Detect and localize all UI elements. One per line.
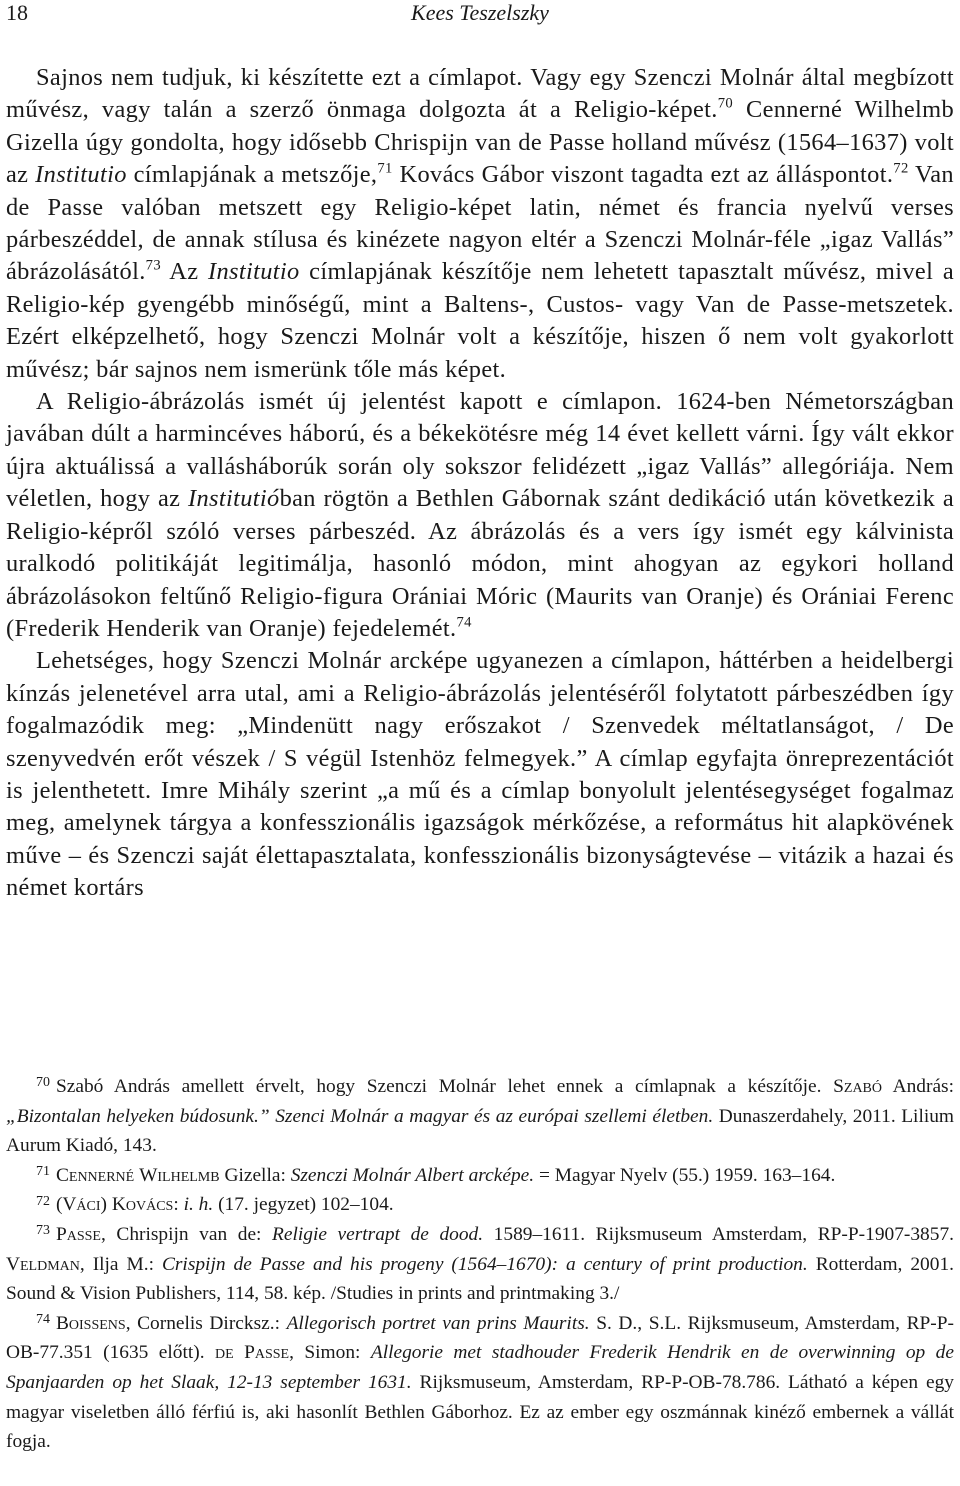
footnotes [6, 1072, 954, 1457]
main-text [6, 62, 954, 905]
footnote-ref-70[interactable]: 70 [717, 95, 734, 112]
footnote-72: $^{72}$ (Váci) Kovács: i. h. (17. jegyzet) 102–104. [36, 1193, 394, 1216]
footnote-ref-72[interactable]: 72 [893, 160, 909, 177]
page-number: 18 [6, 0, 28, 25]
footnote-ref-73[interactable]: 73 [145, 257, 161, 274]
footnote-ref-74[interactable]: 74 [456, 614, 472, 631]
running-head-author: Kees Teszelszky [411, 0, 549, 25]
paragraph-3: Lehetséges, hogy Szenczi Molnár arcképe ugyanezen a címlapon, háttérben a heidelbergi kínzás jelenetével arra utal, ami a Religio-ábrázolás jelentéséről folytatott párbeszédben így fogalmazódik meg: „Mindenütt nagy erőszakot / Szenvedek méltatlanságot, / De szenyvedvén erőt vészek / S végül Istenhöz felmegyek.” A címlap egyfajta önreprezentációt is jelenthetett. Imre Mihály szerint „a mű és a címlap bonyolult jelentésegységet fogalmaz meg, amelynek tárgya a konfesszionális igazságok mérkőzése, a református hit alapkövének műve – és Szenczi saját élettapasztalata, konfesszionális bizonyságtevése – vitázik a hazai és német kortárs [6, 647, 954, 902]
paragraph-1: Sajnos nem tudjuk, ki készítette ezt a címlapot. Vagy egy Szenczi Molnár által megbízott művész, vagy talán a szerző önmaga dolgozta át a Religio-képet.$^{70}$ Cennerné Wilhelmb Gizella úgy gondolta, hogy idősebb Chrispijn van de Passe holland művész (1564–1637) volt az Institutio címlapjának a metszője,$^{71}$ Kovács Gábor viszont tagadta ezt az álláspontot.$^{72}$ Van de Passe valóban metszett egy Religio-képet latin, német és francia nyelvű verses párbeszéddel, de annak stílusa és kinézete nagyon eltér a Szenczi Molnár-féle „igaz Vallás” ábrázolásától.$^{73}$ Az Institutio címlapjának készítője nem lehetett tapasztalt művész, mivel a Religio-kép gyengébb minőségű, mint a Baltens-, Custos- vagy Van de Passe-metszetek. Ezért elképzelhető, hogy Szenczi Molnár volt a készítője, hiszen ő nem volt gyakorlott művész; bár sajnos nem ismerünk tőle más képet. [6, 64, 954, 383]
footnote-74: $^{74}$ Boissens, Cornelis Dircksz.: Allegorisch portret van prins Maurits. S. D., S.L. Rijksmuseum, Amsterdam, RP-P-OB-77.351 (1635 előtt). de Passe, Simon: Allegorie met stadhouder Frederik Hendrik en de overwinning op de Spanjaarden op het Slaak, 12-13 september 1631. Rijksmuseum, Amsterdam, RP-P-OB-78.786. Látható a képen egy magyar viseletben álló férfiú is, aki hasonlít Bethlen Gáborhoz. Ez az ember egy oszmánnak kinéző embernek a vállát fogja. [6, 1312, 954, 1453]
footnote-71: $^{71}$ Cennerné Wilhelmb Gizella: Szenczi Molnár Albert arcképe. = Magyar Nyelv (55.) 1959. 163–164. [36, 1164, 836, 1186]
footnote-73: $^{73}$ Passe, Chrispijn van de: Religie vertrapt de dood. 1589–1611. Rijksmuseum Amsterdam, RP-P-1907-3857. Veldman, Ilja M.: Crispijn de Passe and his progeny (1564–1670): a century of print production. Rotterdam, 2001. Sound & Vision Publishers, 114, 58. kép. /Studies in prints and printmaking 3./ [6, 1223, 954, 1305]
page-header [0, 0, 960, 30]
paragraph-2: A Religio-ábrázolás ismét új jelentést kapott e címlapon. 1624-ben Németországban javában dúlt a harmincéves háború, és a békekötésre még 14 évet kellett várni. Így vált ekkor újra aktuálissá a vallásháborúk során oly sokszor felidézett „igaz Vallás” allegóriája. Nem véletlen, hogy az Institutióban rögtön a Bethlen Gábornak szánt dedikáció után következik a Religio-képről szóló verses párbeszéd. Az ábrázolás és a vers így ismét egy kálvinista uralkodó politikáját legitimálja, hasonló módon, mint ahogyan az egykori holland ábrázolásokon feltűnő Religio-figura Orániai Móric (Maurits van Oranje) és Orániai Ferenc (Frederik Henderik van Oranje) fejedelemét.$^{74}$ [6, 388, 954, 642]
footnote-ref-71[interactable]: 71 [377, 160, 393, 177]
footnote-70: $^{70}$ Szabó András amellett érvelt, hogy Szenczi Molnár lehet ennek a címlapnak a készítője. Szabó András: „Bizontalan helyeken búdosunk.” Szenci Molnár a magyar és az európai szellemi életben. Dunaszerdahely, 2011. Lilium Aurum Kiadó, 143. [6, 1075, 954, 1157]
